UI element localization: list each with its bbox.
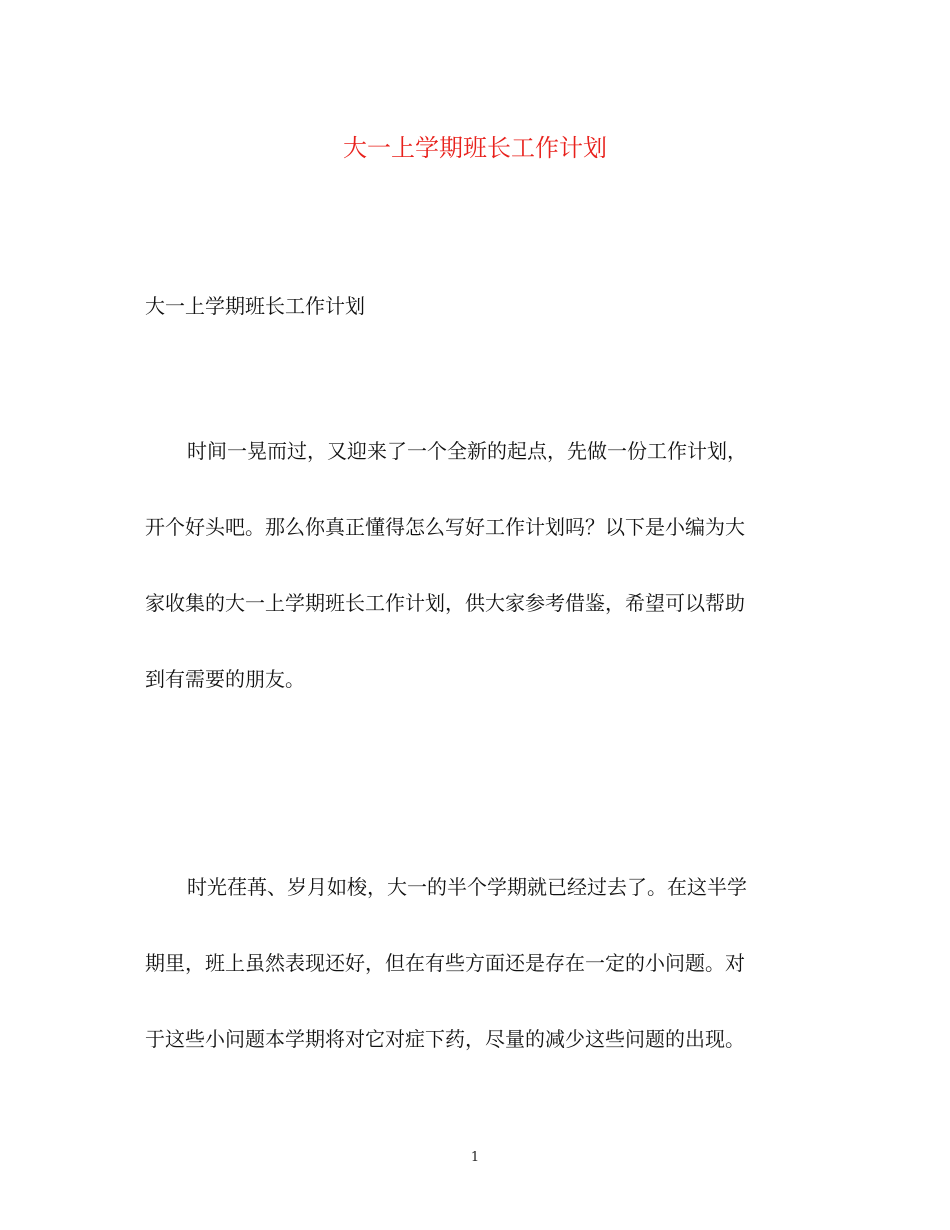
paragraph-line: 时光荏苒、岁月如梭，大一的半个学期就已经过去了。在这半学: [187, 875, 747, 899]
paragraph-line: 家收集的大一上学期班长工作计划，供大家参考借鉴，希望可以帮助: [145, 591, 745, 615]
paragraph-line: 期里，班上虽然表现还好，但在有些方面还是存在一定的小问题。对: [145, 951, 745, 975]
page-number: 1: [470, 1150, 480, 1165]
paragraph-line: 时间一晃而过，又迎来了一个全新的起点，先做一份工作计划，: [187, 439, 747, 463]
paragraph-line: 到有需要的朋友。: [145, 667, 305, 691]
paragraph-intro: [145, 433, 805, 697]
document-title: 大一上学期班长工作计划: [343, 134, 607, 162]
paragraph-body: [145, 869, 805, 1057]
document-subtitle: 大一上学期班长工作计划: [145, 294, 365, 318]
paragraph-line: 于这些小问题本学期将对它对症下药，尽量的减少这些问题的出现。: [145, 1027, 745, 1051]
paragraph-line: 开个好头吧。那么你真正懂得怎么写好工作计划吗？以下是小编为大: [145, 515, 745, 539]
